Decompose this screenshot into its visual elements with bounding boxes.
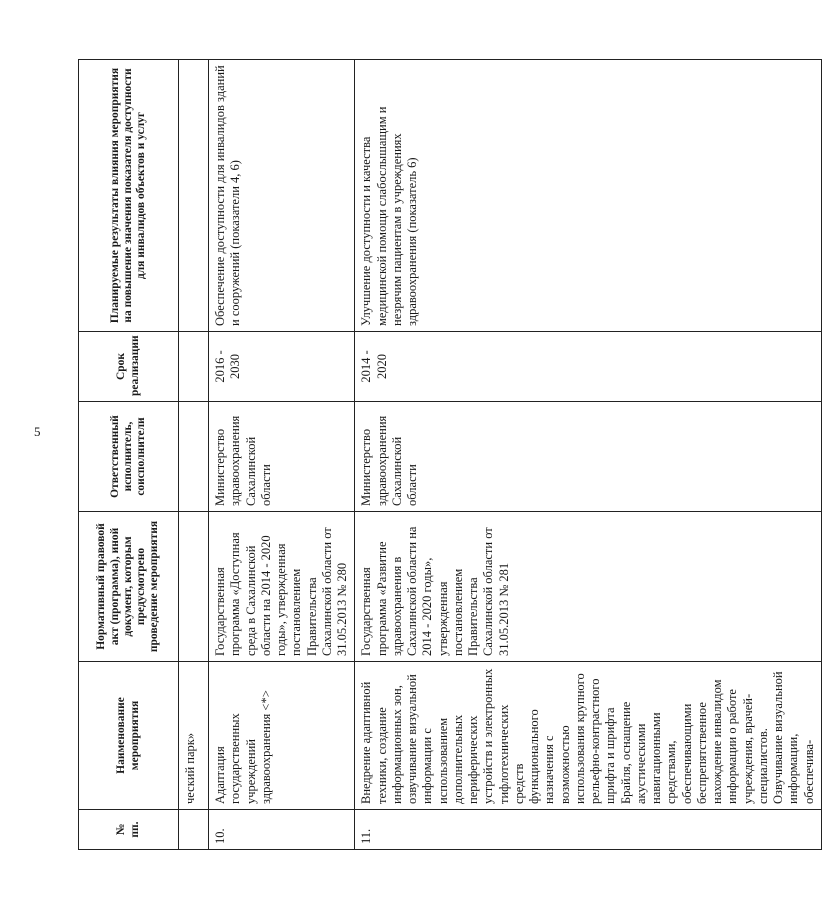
cell-executor: Министерство здравоохранения Сахалинской области <box>355 402 822 512</box>
cell-result <box>179 60 209 332</box>
cell-executor <box>179 402 209 512</box>
cell-num: 10. <box>209 810 355 850</box>
header-term: Срок реализации <box>79 332 179 402</box>
cell-act: Государственная программа «Развитие здравоохранения в Сахалинской области на 2014 - 2020 годы», утвержденная постановлением Правительства Сахалинской области от 31.05.2013 № 281 <box>355 512 822 662</box>
cell-result: Улучшение доступности и качества медицинской помощи слабослышащим и незрячим пациентам в учреждениях здравоохранения (показатель 6) <box>355 60 822 332</box>
cell-result: Обеспечение доступности для инвалидов зданий и сооружений (показатели 4, 6) <box>209 60 355 332</box>
header-result: Планируемые результаты влияния мероприятия на повышение значения показателя доступности для инвалидов объектов и услуг <box>79 60 179 332</box>
page-number: 5 <box>34 424 41 439</box>
table-row <box>179 60 209 850</box>
rotated-table-wrapper <box>78 60 816 850</box>
table-row <box>209 60 355 850</box>
cell-name: Адаптация государственных учреждений здравоохранения <*> <box>209 662 355 810</box>
cell-name: Внедрение адаптивной техники, создание информационных зон, озвучивание визуальной информации с использованием дополнительных периферических устройств и электронных тифлотехнических средств функционального назначения с возможностью использования крупного рельефно-контрастного шрифта и шрифта Брайля, оснащение акустическими навигационными средствами, обеспечивающими беспрепятственное нахождение инвалидом информации о работе учреждения, врачей-специалистов. Озвучивание визуальной информации, обеспечива- <box>355 662 822 810</box>
cell-executor: Министерство здравоохранения Сахалинской области <box>209 402 355 512</box>
cell-term <box>179 332 209 402</box>
cell-act: Государственная программа «Доступная среда в Сахалинской области на 2014 - 2020 годы», утвержденная постановлением Правительства Сахалинской области от 31.05.2013 № 280 <box>209 512 355 662</box>
header-executor: Ответственный исполнитель, соисполнители <box>79 402 179 512</box>
header-num: № пп. <box>79 810 179 850</box>
cell-act <box>179 512 209 662</box>
cell-num: 11. <box>355 810 822 850</box>
cell-term: 2016 - 2030 <box>209 332 355 402</box>
header-act: Нормативный правовой акт (программа), иной документ, которым предусмотрено проведение мероприятия <box>79 512 179 662</box>
table-row <box>355 60 822 850</box>
cell-term: 2014 - 2020 <box>355 332 822 402</box>
header-name: Наименование мероприятия <box>79 662 179 810</box>
measures-table <box>78 59 822 850</box>
cell-num <box>179 810 209 850</box>
cell-name: ческий парк» <box>179 662 209 810</box>
header-row <box>79 60 179 850</box>
